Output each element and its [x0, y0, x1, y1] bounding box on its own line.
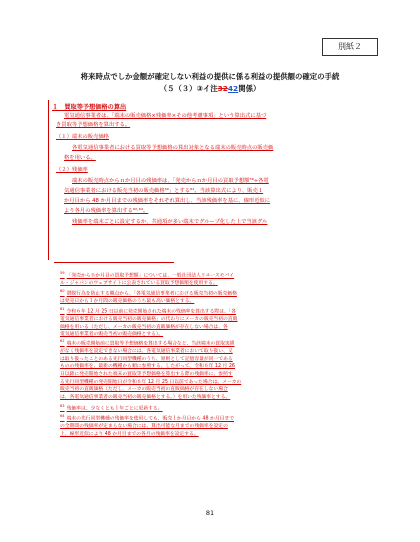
footnote-line: は、各電気通信事業者の販売当初の販売価格とする。）を用いた残価率とする。 — [60, 394, 231, 400]
footnote-line: 電気通信事業者における販売当初の販売価格」の代わりにメーカの販売当初の直販 — [60, 317, 238, 323]
footnote — [60, 338, 380, 401]
subtitle-suffix: 関係） — [238, 84, 261, 93]
section-heading: １ 買取等予想価格の算出 — [52, 104, 127, 111]
footnote — [60, 288, 380, 306]
footnote — [60, 403, 380, 413]
item1-line: 各電気通信事業者における買取等予想価格の算出対象となる端末の販売時点の販売価 — [72, 145, 274, 151]
intro-line: 電気通信事業者は、「端末の販売価格×残価率×その他考慮事項」という算出式に基づ — [64, 113, 267, 119]
footnote-line: 令和６年 12 月 25 日以前に発売開始された端末の残価率を算出する際は、「各 — [66, 309, 236, 315]
footnote-line: 電気通信事業者の販売当初の販売価格とする）。 — [60, 332, 164, 338]
footnote-line: 日以降に発売開始された端末の買取等予想価格を算出する際の残価率に、参照す — [60, 371, 233, 377]
footnote — [60, 270, 380, 288]
footnote-line: 端末の販売開始前に買取等予想価格を算出する場合など、当該端末の買取実績 — [66, 341, 235, 347]
footnote-line: る先行同型機種の発売開始日が令和６年 12 月 25 日以前であった場合は、メーカの — [60, 379, 242, 385]
footnote — [60, 413, 380, 438]
footnote-number: 63 — [60, 404, 65, 408]
item2-heading: （２）残価率 — [56, 167, 88, 173]
item1-line: 格を用いる。 — [64, 155, 96, 161]
footnote-number: 61 — [60, 307, 65, 311]
footnote-number: 59 — [60, 271, 65, 275]
footnote — [60, 306, 380, 339]
item2-line: 端末の販売時点からｎか月目の残価率は、「発売からｎか月目の買取予想額⁵⁹÷各電 — [72, 178, 269, 184]
footnote-line: 価格を用いる（ただし、メーカの販売当初の直販価格が存在しない場合は、各 — [60, 324, 228, 330]
item1-heading: （１）端末の販売価格 — [56, 134, 109, 140]
revision-bar — [48, 100, 49, 260]
footnote-line: ル・ジャパンのウェブサイトに公表されている買取予想価額を使用する。 — [60, 281, 218, 287]
subtitle-deleted: 32 — [217, 84, 228, 93]
subtitle-inserted: 42 — [227, 84, 239, 93]
footnote-line: は発売日から１か月間の販売価格のうち最も高い価格とする。 — [60, 299, 195, 305]
footnote-number: 64 — [60, 414, 65, 418]
footnote-line: 残価率は、少なくとも１年ごとに更新する。 — [66, 406, 163, 412]
footnote-line: 端末の先行同型機種の残価率を使用しても、販売１か月目から 48 か月目まで — [66, 416, 235, 422]
footnote-line: の全期間の残価率が定まらない場合には、算出可能な月までの残価率を設定の — [60, 424, 228, 430]
item2-line: か月目から 48 か月目までの残価率をそれぞれ算出し、当該残価率を基に、線形近似に — [64, 198, 271, 204]
page-number: 81 — [205, 509, 215, 517]
footnote-line: がなく残価率を設定できない場合には、各電気通信事業者において取り扱い、又 — [60, 349, 233, 355]
footnote-line: ものの残価率を、最新の機種から順に参照する。したがって、令和６年 12 月 26 — [60, 364, 235, 370]
footnote-line: は取り扱ったことのある先行同型機種のうち、原則として記憶容量が同一である — [60, 356, 233, 362]
footnote-line: 「発売からｎか月目の買取予想額」については、一般社団法人リユースモバイ — [66, 273, 235, 279]
item2-line: 気通信事業者における販売当初の販売価格⁶⁰」とする⁶¹。当該算出式により、販売１ — [64, 188, 264, 194]
footnote-line: 上、線形近似により 48 か月目までの各月の残価率を設定する。 — [60, 431, 199, 437]
intro-line: き買取等予想価格を算出する。 — [56, 122, 131, 128]
item2-line: より各月の残価率を算出する⁶²˒⁶⁴。 — [64, 208, 149, 214]
footnote-number: 62 — [60, 339, 65, 343]
footnote-line: 販売当初の直販価格（ただし、メーカの販売当初の直販価格が存在しない場合 — [60, 387, 228, 393]
document-title: 将来時点でしか金額が確定しない利益の提供に係る利益の提供額の確定の手続 — [80, 72, 340, 81]
attachment-label: 別紙２ — [322, 38, 378, 56]
footnote-line: 潜脱行為を防止する観点から、「各電気通信事業者における販売当初の販売価格 — [66, 291, 237, 297]
footnote-separator — [54, 262, 174, 263]
item2-line: 残価率を端末ごとに設定するか、共通項が多い端末でグループ化した上で当該グル — [72, 219, 268, 225]
footnote-number: 60 — [60, 289, 65, 293]
document-subtitle — [30, 84, 390, 94]
subtitle-prefix: （５（３）③イ注 — [159, 84, 218, 93]
